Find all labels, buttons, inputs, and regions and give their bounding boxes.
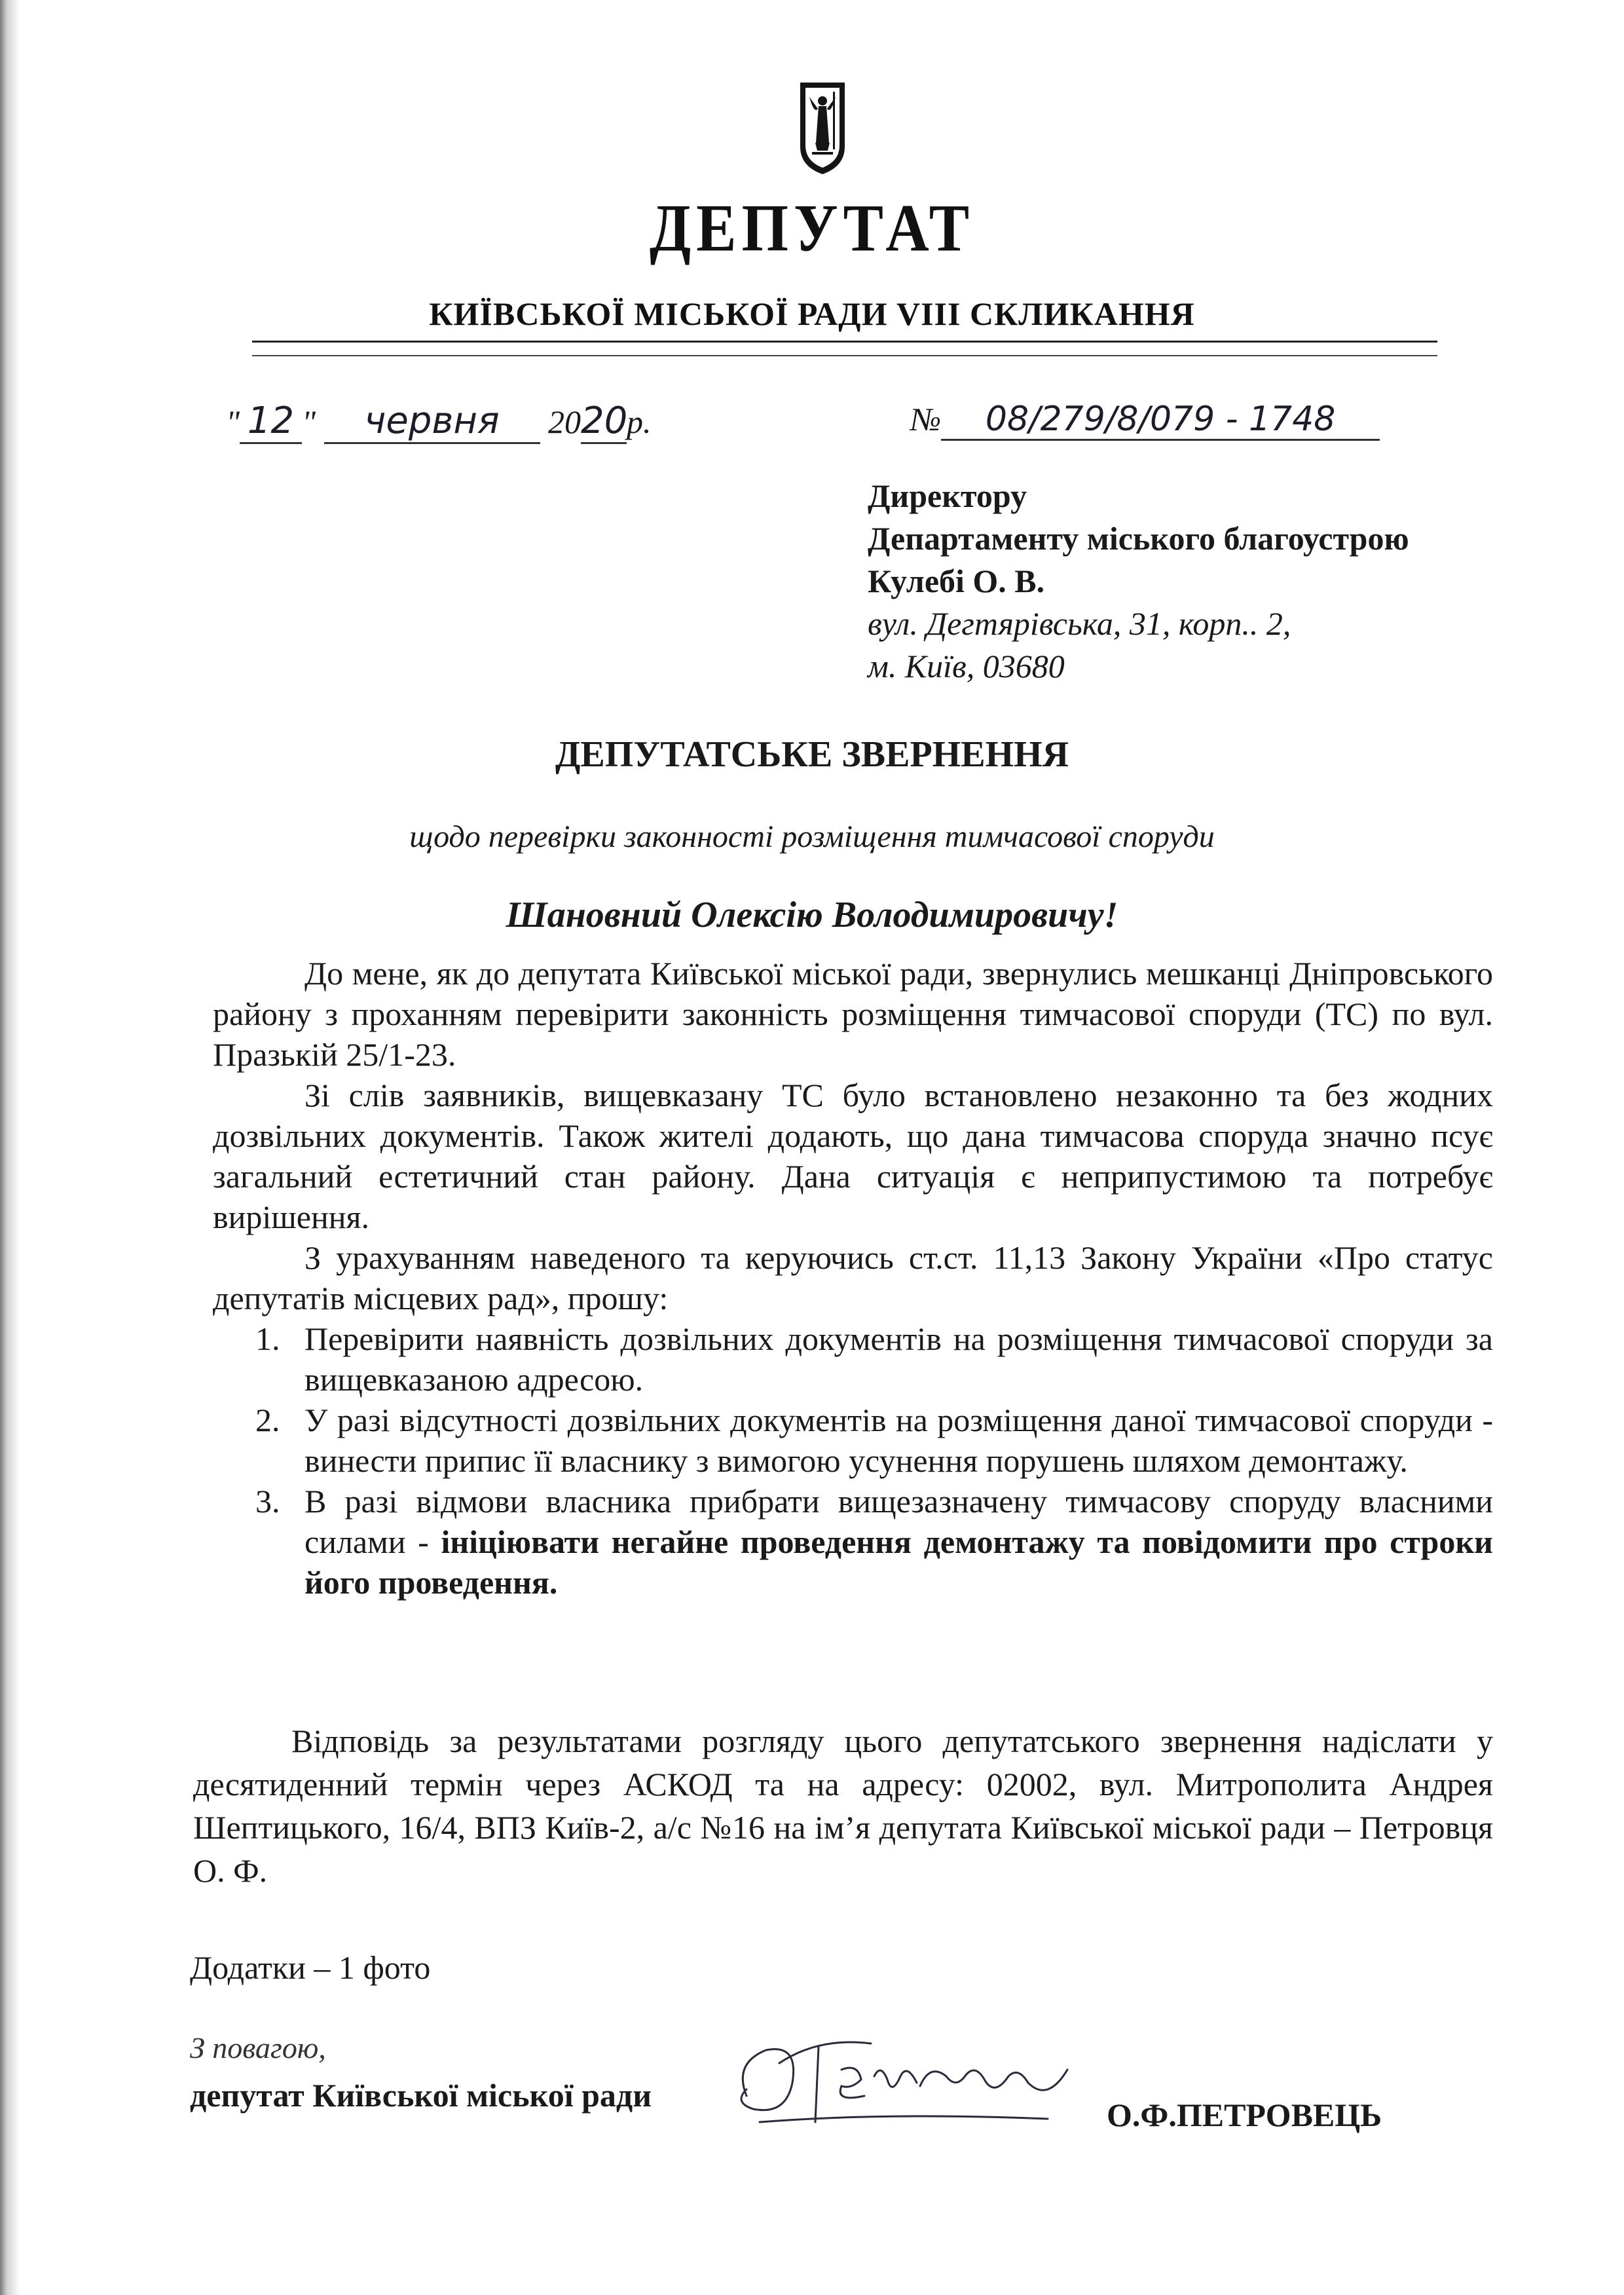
list-item (213, 1318, 1493, 1400)
letterhead-title: ДЕПУТАТ (649, 190, 975, 266)
reference-number: 08/279/8/079 - 1748 (941, 400, 1380, 441)
date-suffix: р. (627, 403, 652, 440)
response-instructions (193, 1719, 1493, 1892)
addressee-department: Департаменту міського благоустрою (868, 520, 1409, 557)
document-body (213, 953, 1493, 1603)
addressee-street: вул. Дегтярівська, 31, корп.. 2, (868, 605, 1291, 642)
scan-page-edge (0, 0, 20, 2295)
list-item (213, 1481, 1493, 1603)
body-paragraph-1: До мене, як до депутата Київської міської ради, звернулись мешканці Дніпровського району з проханням перевірити законність розміщення тимчасової споруди (ТС) по вул. Празькій 25/1-23. (213, 955, 1493, 1073)
response-paragraph: Відповідь за результатами розгляду цього депутатського звернення надіслати у десятиденний термін через АСКОД та на адресу: 02002, вул. Митрополита Андрея Шептицького, 16/4, ВПЗ Київ-2, а/с №16 на ім’я депутата Київської міської ради – Петровця О. Ф. (193, 1723, 1493, 1889)
document-title: ДЕПУТАТСЬКЕ ЗВЕРНЕННЯ (555, 734, 1069, 775)
body-paragraph-3: З урахуванням наведеного та керуючись ст.ст. 11,13 Закону України «Про статус депутатів місцевих рад», прошу: (213, 1239, 1493, 1316)
date-month: червня (324, 400, 540, 444)
list-item-number: 1. (255, 1320, 280, 1357)
date-year-suffix: 20 (581, 400, 627, 444)
addressee-block (868, 475, 1409, 688)
handwritten-signature (720, 2024, 1087, 2148)
list-item-number: 2. (255, 1402, 280, 1438)
attachments-note: Додатки – 1 фото (190, 1949, 431, 1986)
list-item (213, 1400, 1493, 1481)
kyiv-coat-of-arms-icon (796, 79, 849, 177)
date-day: 12 (240, 400, 302, 444)
document-subject: щодо перевірки законності розміщення тимчасової споруди (409, 819, 1215, 854)
signatory-name: О.Ф.ПЕТРОВЕЦЬ (1107, 2097, 1382, 2133)
addressee-name: Кулебі О. В. (868, 563, 1045, 599)
regards: З повагою, (190, 2031, 326, 2064)
reference-prefix: № (910, 401, 942, 438)
list-item-text: У разі відсутності дозвільних документів на розміщення даної тимчасової споруди - винести припис її власнику з вимогою усунення порушень шляхом демонтажу. (304, 1402, 1493, 1479)
addressee-city: м. Київ, 03680 (868, 648, 1065, 684)
body-paragraph-2: Зі слів заявників, вищевказану ТС було встановлено незаконно та без жодних дозвільних документів. Також жителі додають, що дана тимчасова споруда значно псує загальний естетичний стан району. Дана ситуація є неприпустимою та потребує вирішення. (213, 1077, 1493, 1235)
signatory-role: депутат Київської міської ради (190, 2077, 652, 2114)
request-list (213, 1318, 1493, 1603)
addressee-position: Директору (868, 477, 1027, 514)
list-item-number: 3. (255, 1483, 280, 1520)
letterhead-subtitle: КИЇВСЬКОЇ МІСЬКОЇ РАДИ VIII СКЛИКАННЯ (429, 295, 1195, 332)
date-line: " 12 " червня 2020р. (226, 400, 652, 444)
list-item-text: В разі відмови власника прибрати вищезазначену тимчасову споруду власними силами - (304, 1483, 1493, 1560)
list-item-text: Перевірити наявність дозвільних документів на розміщення тимчасової споруди за вищевказаною адресою. (304, 1320, 1493, 1398)
greeting: Шановний Олексію Володимировичу! (506, 895, 1118, 935)
date-year-prefix: 20 (548, 403, 581, 440)
list-item-bold-text: ініціювати негайне проведення демонтажу та повідомити про строки його проведення. (304, 1523, 1493, 1601)
letterhead-divider-thin (252, 355, 1437, 356)
reference-line (910, 400, 1380, 441)
letterhead-divider (252, 341, 1437, 343)
